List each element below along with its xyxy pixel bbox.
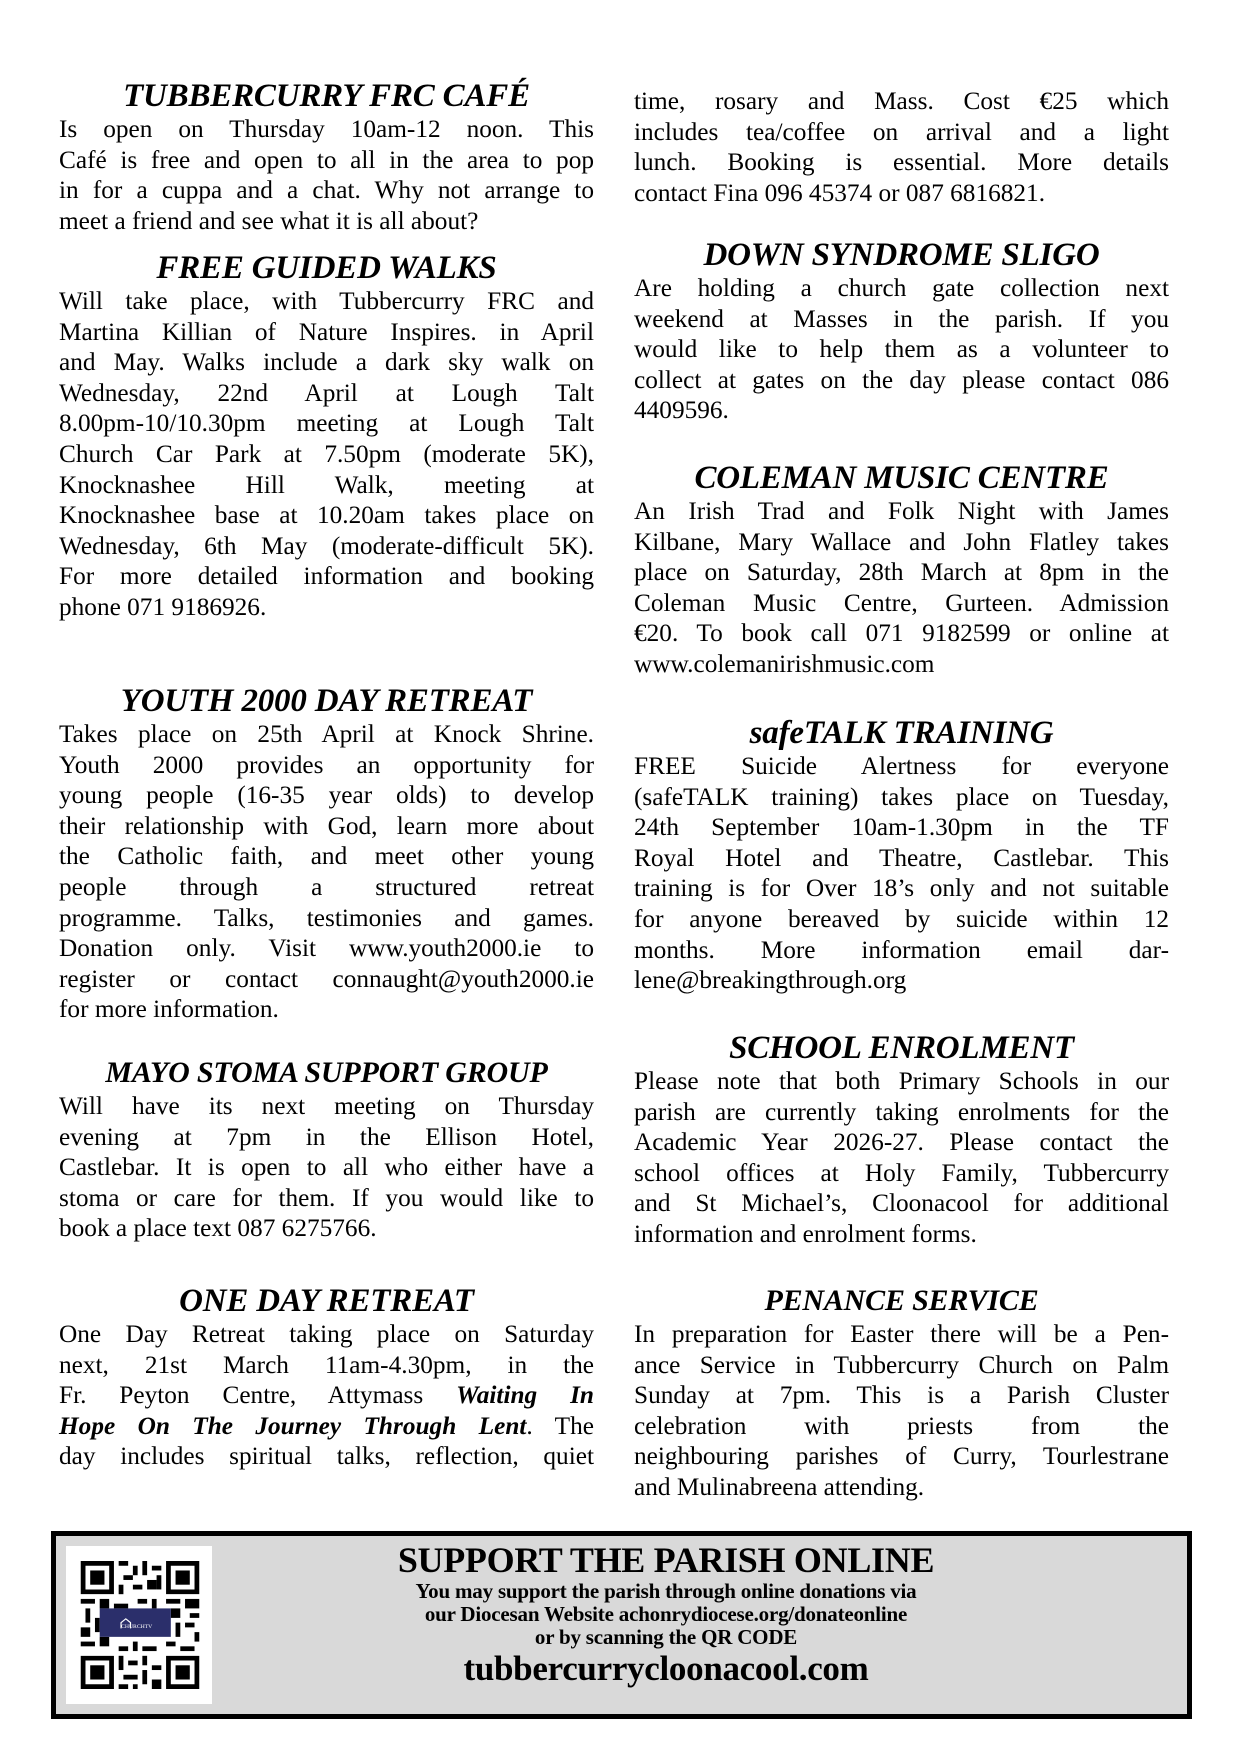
- text-line: months. More information email dar-: [634, 935, 1169, 964]
- section-heading: DOWN SYNDROME SLIGO: [703, 237, 1100, 273]
- text-line: www.colemanirishmusic.com: [634, 649, 935, 678]
- section-body: [634, 751, 1169, 996]
- text-line: their relationship with God, learn more about: [59, 811, 594, 840]
- text-line: Knocknashee Hill Walk, meeting at: [59, 470, 594, 499]
- section-heading: safeTALK TRAINING: [749, 715, 1054, 751]
- support-qr-instruction: or by scanning the QR CODE: [534, 1625, 798, 1649]
- text-line: An Irish Trad and Folk Night with James: [634, 497, 1169, 525]
- text-line: 24th September 10am-1.30pm in the TF: [634, 813, 1169, 842]
- section-mayo-stoma: [59, 1055, 594, 1244]
- text-line: time, rosary and Mass. Cost €25 which: [634, 87, 1169, 115]
- text-line: neighbouring parishes of Curry, Tourlestrane: [634, 1442, 1169, 1471]
- text-line: meet a friend and see what it is all about?: [59, 206, 479, 235]
- text-line: Academic Year 2026-27. Please contact the: [634, 1128, 1169, 1157]
- section-heading: SCHOOL ENROLMENT: [729, 1030, 1074, 1066]
- text-line-mixed: [59, 1411, 594, 1442]
- qr-code-icon: [80, 1561, 200, 1689]
- text-line: Will have its next meeting on Thursday: [59, 1092, 594, 1120]
- text-fragment: Fr. Peyton Centre, Attymass: [59, 1381, 424, 1410]
- text-line: and St Michael’s, Cloonacool for additional: [634, 1189, 1169, 1218]
- text-line: register or contact connaught@youth2000.ie: [59, 964, 594, 993]
- text-line: contact Fina 096 45374 or 087 6816821.: [634, 178, 1046, 207]
- support-parish-box: [51, 1531, 1192, 1719]
- text-line: Takes place on 25th April at Knock Shrine.: [59, 720, 594, 748]
- section-heading: FREE GUIDED WALKS: [156, 250, 497, 286]
- qr-code[interactable]: [66, 1546, 212, 1704]
- text-line: for anyone bereaved by suicide within 12: [634, 904, 1169, 933]
- section-body: [59, 286, 594, 623]
- text-line: training is for Over 18’s only and not suitable: [634, 874, 1169, 903]
- text-line: Donation only. Visit www.youth2000.ie to: [59, 934, 594, 963]
- section-heading: YOUTH 2000 DAY RETREAT: [120, 683, 533, 719]
- text-line: Wednesday, 22nd April at Lough Talt: [59, 378, 594, 407]
- text-line: includes tea/coffee on arrival and a light: [634, 117, 1169, 146]
- text-line: Royal Hotel and Theatre, Castlebar. This: [634, 843, 1169, 872]
- text-line: place on Saturday, 28th March at 8pm in the: [634, 558, 1169, 587]
- text-line: for more information.: [59, 995, 279, 1024]
- section-heading: PENANCE SERVICE: [764, 1284, 1039, 1317]
- emphasis-text: Waiting In: [456, 1381, 594, 1410]
- section-heading: TUBBERCURRY FRC CAFÉ: [123, 78, 530, 114]
- text-line: One Day Retreat taking place on Saturday: [59, 1320, 594, 1348]
- section-body: [634, 1319, 1169, 1503]
- text-line: collect at gates on the day please contact 086: [634, 365, 1169, 394]
- text-line: parish are currently taking enrolments for the: [634, 1097, 1169, 1126]
- text-line: Coleman Music Centre, Gurteen. Admission: [634, 588, 1169, 617]
- support-description: You may support the parish through online donations via: [415, 1579, 917, 1603]
- section-body: [634, 273, 1169, 426]
- text-line: Castlebar. It is open to all who either have a: [59, 1153, 594, 1182]
- section-heading: ONE DAY RETREAT: [179, 1283, 474, 1319]
- text-line: 8.00pm-10/10.30pm meeting at Lough Talt: [59, 409, 594, 438]
- section-body: [634, 496, 1169, 680]
- section-penance-service: [634, 1283, 1169, 1503]
- text-line: Knocknashee base at 10.20am takes place on: [59, 501, 594, 530]
- text-line: 4409596.: [634, 396, 729, 425]
- text-line-mixed: [59, 1380, 594, 1411]
- section-body: [634, 1066, 1169, 1250]
- section-body: [634, 86, 1169, 208]
- text-line: €20. To book call 071 9182599 or online at: [634, 619, 1169, 648]
- text-line: day includes spiritual talks, reflection, quiet: [59, 1442, 594, 1471]
- section-coleman-music-centre: [634, 460, 1169, 680]
- text-line: Please note that both Primary Schools in our: [634, 1067, 1169, 1095]
- qr-logo-text: CHURCHTV: [121, 1623, 153, 1630]
- text-line: Café is free and open to all in the area to pop: [59, 145, 594, 174]
- text-line: weekend at Masses in the parish. If you: [634, 304, 1169, 333]
- text-fragment: . The: [526, 1411, 594, 1440]
- section-body: [59, 1091, 594, 1244]
- support-title: SUPPORT THE PARISH ONLINE: [397, 1540, 935, 1580]
- text-line: information and enrolment forms.: [634, 1219, 977, 1248]
- text-line: (safeTALK training) takes place on Tuesday,: [634, 782, 1169, 811]
- text-line: lene@breakingthrough.org: [634, 966, 907, 995]
- text-line: lunch. Booking is essential. More details: [634, 148, 1169, 177]
- text-line: Is open on Thursday 10am-12 noon. This: [59, 115, 594, 143]
- text-line: programme. Talks, testimonies and games.: [59, 903, 594, 932]
- text-line: Will take place, with Tubbercurry FRC and: [59, 287, 594, 315]
- text-line: For more detailed information and booking: [59, 562, 594, 591]
- text-line: Kilbane, Mary Wallace and John Flatley takes: [634, 527, 1169, 556]
- text-line: phone 071 9186926.: [59, 592, 267, 621]
- section-retreat-continued: [634, 86, 1169, 208]
- text-line: Wednesday, 6th May (moderate-difficult 5K).: [59, 531, 594, 560]
- emphasis-text: Hope On The Journey Through Lent: [59, 1411, 527, 1440]
- text-line: In preparation for Easter there will be a Pen-: [634, 1320, 1169, 1348]
- section-body: [59, 719, 594, 1025]
- text-line: book a place text 087 6275766.: [59, 1214, 377, 1243]
- text-line: celebration with priests from the: [634, 1411, 1169, 1440]
- section-heading: MAYO STOMA SUPPORT GROUP: [105, 1056, 548, 1089]
- text-line: Martina Killian of Nature Inspires. in April: [59, 317, 594, 346]
- text-line: Sunday at 7pm. This is a Parish Cluster: [634, 1381, 1169, 1410]
- text-line: the Catholic faith, and meet other young: [59, 842, 594, 871]
- text-line: evening at 7pm in the Ellison Hotel,: [59, 1122, 594, 1151]
- support-text-block: [356, 1536, 976, 1689]
- section-body: [59, 114, 594, 236]
- text-line: people through a structured retreat: [59, 872, 594, 901]
- section-school-enrolment: [634, 1030, 1169, 1250]
- text-line: and Mulinabreena attending.: [634, 1472, 925, 1501]
- section-youth-2000: [59, 683, 594, 1025]
- text-line: stoma or care for them. If you would like to: [59, 1183, 594, 1212]
- section-frc-cafe: [59, 78, 594, 236]
- section-heading: COLEMAN MUSIC CENTRE: [694, 460, 1109, 496]
- text-line: FREE Suicide Alertness for everyone: [634, 752, 1169, 780]
- text-line: Youth 2000 provides an opportunity for: [59, 750, 594, 779]
- text-line: would like to help them as a volunteer to: [634, 335, 1169, 364]
- text-line: and May. Walks include a dark sky walk on: [59, 348, 594, 377]
- section-free-guided-walks: [59, 250, 594, 623]
- donate-online-link[interactable]: our Diocesan Website achonrydiocese.org/donateonline: [424, 1602, 908, 1626]
- text-line: in for a cuppa and a chat. Why not arrange to: [59, 176, 594, 205]
- section-safetalk-training: [634, 715, 1169, 996]
- section-down-syndrome-sligo: [634, 237, 1169, 426]
- text-line: school offices at Holy Family, Tubbercurry: [634, 1158, 1169, 1187]
- text-line: ance Service in Tubbercurry Church on Palm: [634, 1350, 1169, 1379]
- text-line: Are holding a church gate collection next: [634, 274, 1169, 302]
- text-line: next, 21st March 11am-4.30pm, in the: [59, 1350, 594, 1379]
- section-body: [59, 1319, 594, 1472]
- text-line: young people (16-35 year olds) to develop: [59, 781, 594, 810]
- parish-website-link[interactable]: tubbercurrycloonacool.com: [463, 1649, 869, 1688]
- section-one-day-retreat: [59, 1283, 594, 1472]
- text-line: Church Car Park at 7.50pm (moderate 5K),: [59, 439, 594, 468]
